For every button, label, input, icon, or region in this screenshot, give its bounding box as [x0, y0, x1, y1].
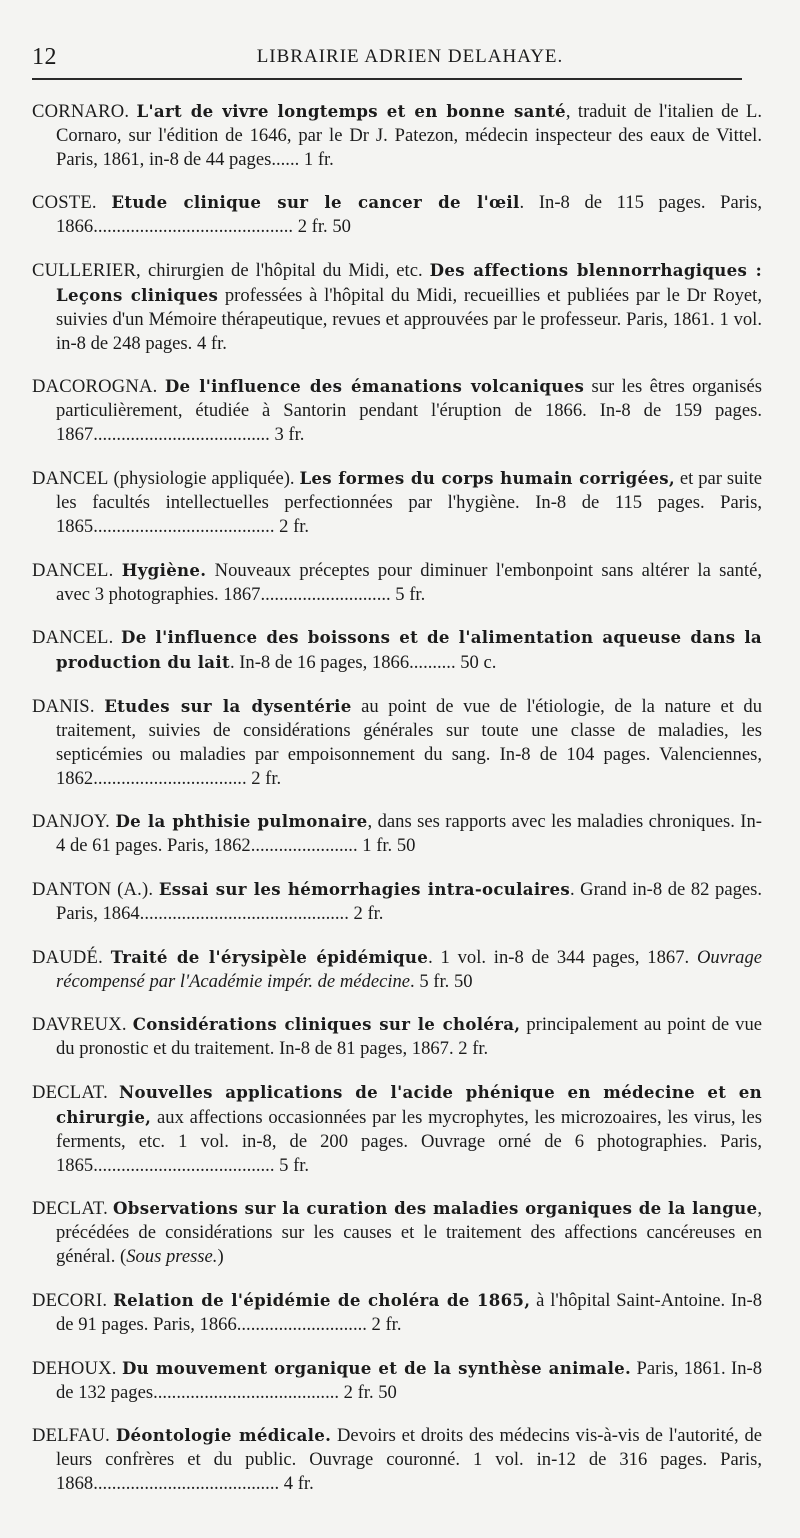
entry-title: De l'influence des émanations volcaniques — [164, 376, 585, 397]
entry-title: Relation de l'épidémie de choléra de 1865, — [113, 1289, 531, 1310]
entry-details: . In-8 de 16 pages, 1866.......... 50 c. — [229, 652, 497, 674]
entry-author: COSTE. — [32, 192, 97, 214]
catalogue-entry — [32, 1012, 762, 1061]
entry-details: aux affections occasionnées par les mycrophytes, les microzoaires, les virus, les ferments, etc. 1 vol. in-8, de 200 pages. Ouvrage orné de 6 photographies. Paris, 1865....................................... 5 fr. — [56, 1106, 762, 1176]
entry-title: Du mouvement organique et de la synthèse animale. — [121, 1357, 632, 1378]
catalogue-entry — [32, 809, 762, 858]
catalogue-entry — [32, 694, 762, 791]
entry-title: Des affections blennorrhagiques : Leçons cliniques — [56, 259, 763, 305]
page-number: 12 — [32, 44, 57, 70]
catalogue-entry — [32, 1356, 762, 1405]
entry-author: DELFAU. — [32, 1425, 111, 1447]
catalogue-entry — [32, 258, 762, 356]
entry-title: De la phthisie pulmonaire — [115, 811, 368, 832]
entry-details: , précédées de considérations sur les causes et le traitement des affections cancéreuses en général. ( — [56, 1198, 762, 1268]
entry-details: Nouveaux préceptes pour diminuer l'embonpoint sans altérer la santé, avec 3 photographies. 1867............................ 5 fr. — [56, 559, 763, 605]
page-header — [32, 38, 758, 72]
entry-details: Devoirs et droits des médecins vis-à-vis de l'autorité, de leurs confrères et du public. Ouvrage couronné. 1 vol. in-12 de 316 pages. Paris, 1868........................................ 4 fr. — [56, 1425, 762, 1495]
entry-author: CORNARO. — [32, 100, 130, 122]
entry-details: principalement au point de vue du pronostic et du traitement. In-8 de 81 pages, 1867. 2 fr. — [56, 1014, 762, 1060]
entry-author: CULLERIER, — [32, 259, 141, 281]
entry-title: Hygiène. — [121, 559, 207, 580]
entry-title: Essai sur les hémorrhagies intra-oculaires — [158, 878, 570, 899]
catalogue-entry — [32, 558, 762, 607]
entry-author: DANJOY. — [32, 811, 111, 833]
entry-closing: ) — [217, 1246, 224, 1268]
entry-author: DANCEL. — [32, 559, 114, 581]
catalogue-entry — [32, 1423, 762, 1496]
catalogue-entry — [32, 1080, 762, 1178]
catalogue-entry — [32, 374, 762, 447]
entry-title: Traité de l'érysipèle épidémique — [110, 946, 429, 967]
entry-author-note: chirurgien de l'hôpital du Midi, etc. — [140, 259, 430, 281]
entry-details: . Grand in-8 de 82 pages. Paris, 1864............................................. 2 fr. — [56, 878, 762, 924]
catalogue-entry — [32, 1288, 762, 1337]
entry-title: Etudes sur la dysentérie — [104, 695, 352, 716]
entry-details: . In-8 de 115 pages. Paris, 1866........................................... 2 fr. 50 — [56, 192, 762, 238]
entry-details: au point de vue de l'étiologie, de la nature et du traitement, suivies de considérations générales sur toute une classe de maladies, les septicémies ou maladies par empoisonnement du sang. In-8 de 104 pages. Valenciennes, 1862................................. 2 fr. — [56, 695, 763, 789]
entry-details: et par suite les facultés intellectuelles perfectionnées par l'hygiène. In-8 de 115 pages. Paris, 1865....................................... 2 fr. — [56, 467, 762, 537]
entry-title: De l'influence des boissons et de l'alimentation aqueuse dans la production du lait — [56, 627, 762, 673]
entry-details: . 1 vol. in-8 de 344 pages, 1867. — [428, 946, 697, 968]
entry-author: DEHOUX. — [32, 1357, 117, 1379]
entry-author-note: (physiologie appliquée). — [108, 467, 300, 489]
catalogue-entry — [32, 190, 762, 239]
entry-author: DANTON (A.). — [32, 878, 154, 900]
entry-title: Etude clinique sur le cancer de l'œil — [111, 192, 520, 213]
entry-author: DACOROGNA. — [32, 376, 158, 398]
entry-title: Considérations cliniques sur le choléra, — [132, 1014, 521, 1035]
catalogue-entry — [32, 877, 762, 926]
entry-author: DAVREUX. — [32, 1014, 127, 1036]
header-rule — [32, 78, 742, 80]
entry-award-note: Ouvrage récompensé par l'Académie impér. de médecine — [56, 946, 762, 992]
catalogue-entry — [32, 466, 762, 539]
catalogue-entries — [32, 99, 762, 1497]
catalogue-entry — [32, 1196, 762, 1269]
entry-details: , traduit de l'italien de L. Cornaro, sur l'édition de 1646, par le Dr J. Patezon, médecin inspecteur des eaux de Vittel. Paris, 1861, in-8 de 44 pages...... 1 fr. — [56, 100, 763, 170]
entry-details: Paris, 1861. In-8 de 132 pages........................................ 2 fr. 50 — [56, 1357, 762, 1403]
entry-details: à l'hôpital Saint-Antoine. In-8 de 91 pages. Paris, 1866............................ 2 fr. — [56, 1289, 762, 1335]
entry-title: Déontologie médicale. — [115, 1425, 332, 1446]
entry-price: . 5 fr. 50 — [410, 970, 473, 992]
entry-author: DECLAT. — [32, 1198, 108, 1220]
entry-author: DECORI. — [32, 1289, 108, 1311]
catalogue-entry — [32, 945, 762, 994]
entry-author: DECLAT. — [32, 1081, 108, 1103]
catalogue-entry — [32, 99, 762, 172]
entry-author: DANIS. — [32, 695, 95, 717]
entry-title: Nouvelles applications de l'acide phénique en médecine et en chirurgie, — [56, 1081, 762, 1127]
entry-title: L'art de vivre longtemps et en bonne santé — [136, 100, 566, 121]
entry-author: DANCEL — [32, 467, 109, 489]
entry-details: sur les êtres organisés particulièrement, étudiée à Santorin pendant l'éruption de 1866. In-8 de 159 pages. 1867...................................... 3 fr. — [56, 376, 762, 446]
catalogue-entry — [32, 625, 762, 675]
entry-title: Les formes du corps humain corrigées, — [299, 467, 675, 488]
running-title: LIBRAIRIE ADRIEN DELAHAYE. — [256, 46, 564, 67]
entry-status-note: Sous presse. — [126, 1246, 218, 1268]
entry-title: Observations sur la curation des maladies organiques de la langue — [113, 1198, 758, 1219]
entry-details: , dans ses rapports avec les maladies chroniques. In-4 de 61 pages. Paris, 1862....................... 1 fr. 50 — [56, 811, 762, 857]
entry-details: professées à l'hôpital du Midi, recueillies et publiées par le Dr Royet, suivies d'un Mémoire thérapeutique, revues et approuvées par le professeur. Paris, 1861. 1 vol. in-8 de 248 pages. 4 fr. — [56, 284, 763, 354]
entry-author: DAUDÉ. — [32, 946, 103, 968]
entry-author: DANCEL. — [32, 627, 114, 649]
